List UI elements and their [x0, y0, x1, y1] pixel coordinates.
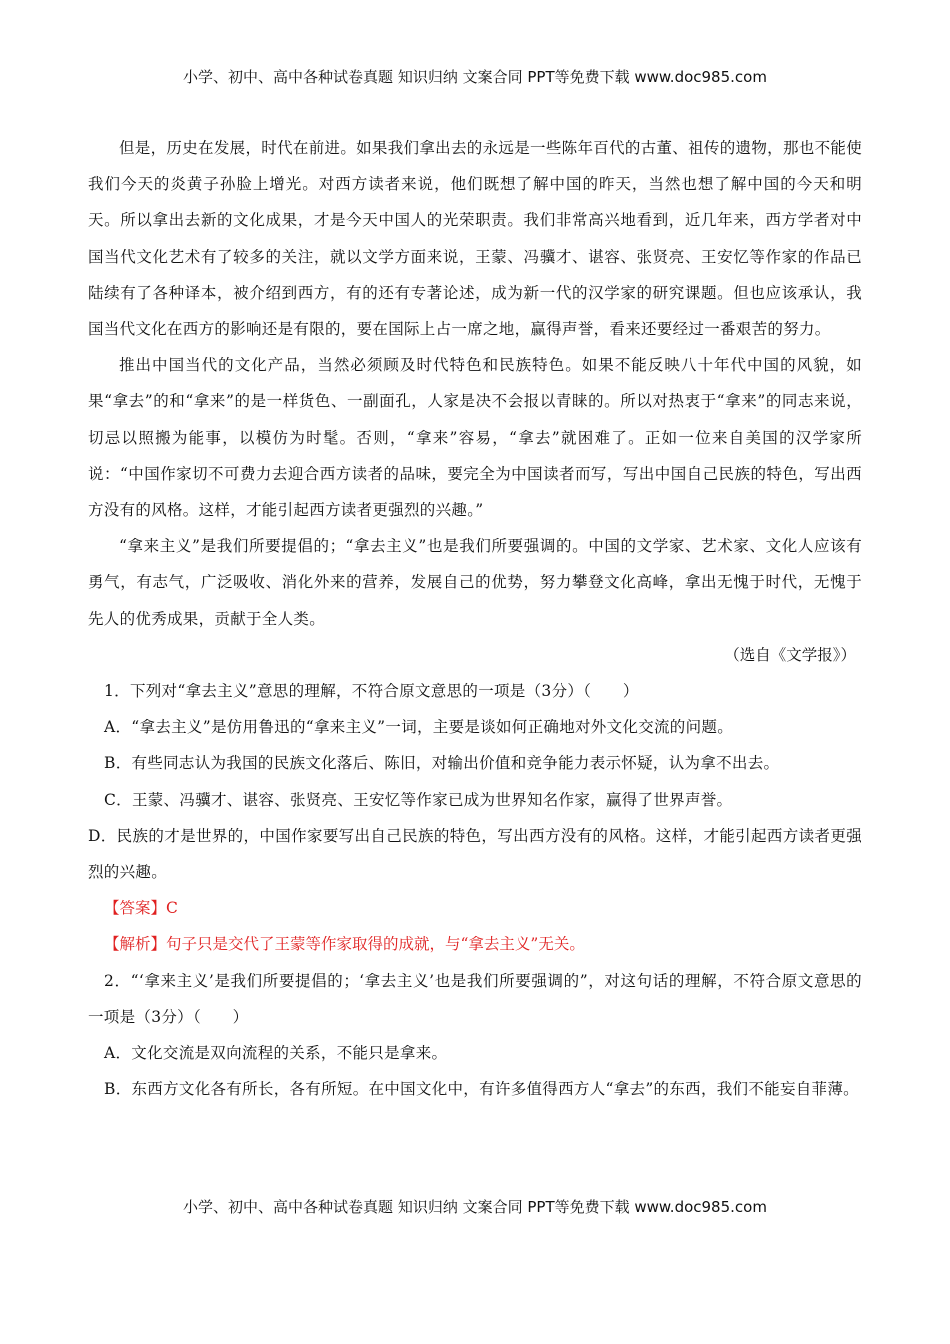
question-1-option-b: B．有些同志认为我国的民族文化落后、陈旧，对输出价值和竞争能力表示怀疑，认为拿不出去。	[104, 754, 780, 773]
question-2-option-b: B．东西方文化各有所长，各有所短。在中国文化中，有许多值得西方人“拿去”的东西，我们不能妄自菲薄。	[104, 1080, 859, 1099]
question-1-analysis: 【解析】句子只是交代了王蒙等作家取得的成就，与“拿去主义”无关。	[104, 935, 585, 954]
paragraph-1: 但是，历史在发展，时代在前进。如果我们拿出去的永远是一些陈年百代的古董、祖传的遗物，那也不能使我们今天的炎黄子孙脸上增光。对西方读者来说，他们既想了解中国的昨天，当然也想了解中国的今天和明天。所以拿出去新的文化成果，才是今天中国人的光荣职责。我们非常高兴地看到，近几年来，西方学者对中国当代文化艺术有了较多的关注，就以文学方面来说，王蒙、冯骥才、谌容、张贤亮、王安忆等作家的作品已陆续有了各种译本，被介绍到西方，有的还有专著论述，成为新一代的汉学家的研究课题。但也应该承认，我国当代文化在西方的影响还是有限的，要在国际上占一席之地，赢得声誉，看来还要经过一番艰苦的努力。	[88, 139, 862, 339]
question-1-answer: 【答案】C	[104, 899, 178, 918]
question-2-stem: 2．“‘拿来主义’是我们所要提倡的；‘拿去主义’也是我们所要强调的”，对这句话的理解，不符合原文意思的一项是（3分）（ ）	[88, 971, 862, 1026]
question-1-option-a: A．“拿去主义”是仿用鲁迅的“拿来主义”一词，主要是谈如何正确地对外文化交流的问题。	[104, 718, 733, 737]
source-citation: （选自《文学报》）	[724, 645, 856, 664]
paragraph-2: 推出中国当代的文化产品，当然必须顾及时代特色和民族特色。如果不能反映八十年代中国的风貌，如果“拿去”的和“拿来”的是一样货色、一副面孔，人家是决不会报以青睐的。所以对热衷于“拿来”的同志来说，切忌以照搬为能事，以模仿为时髦。否则，“拿来”容易，“拿去”就困难了。正如一位来自美国的汉学家所说：“中国作家切不可费力去迎合西方读者的品味，要完全为中国读者而写，写出中国自己民族的特色，写出西方没有的风格。这样，才能引起西方读者更强烈的兴趣。”	[88, 356, 862, 520]
page-footer: 小学、初中、高中各种试卷真题 知识归纳 文案合同 PPT等免费下载 www.doc985.com	[183, 1198, 767, 1216]
question-1-option-d: D．民族的才是世界的，中国作家要写出自己民族的特色，写出西方没有的风格。这样，才能引起西方读者更强烈的兴趣。	[88, 826, 862, 882]
document-body	[88, 130, 862, 1107]
question-1-stem: 1．下列对“拿去主义”意思的理解，不符合原文意思的一项是（3分）（ ）	[104, 682, 639, 701]
question-2-option-a: A．文化交流是双向流程的关系，不能只是拿来。	[104, 1044, 448, 1063]
paragraph-3: “拿来主义”是我们所要提倡的；“拿去主义”也是我们所要强调的。中国的文学家、艺术家、文化人应该有勇气，有志气，广泛吸收、消化外来的营养，发展自己的优势，努力攀登文化高峰，拿出无愧于时代，无愧于先人的优秀成果，贡献于全人类。	[88, 537, 862, 628]
question-1-option-c: C．王蒙、冯骥才、谌容、张贤亮、王安忆等作家已成为世界知名作家，赢得了世界声誉。	[104, 790, 733, 809]
page-header: 小学、初中、高中各种试卷真题 知识归纳 文案合同 PPT等免费下载 www.doc985.com	[183, 68, 767, 86]
